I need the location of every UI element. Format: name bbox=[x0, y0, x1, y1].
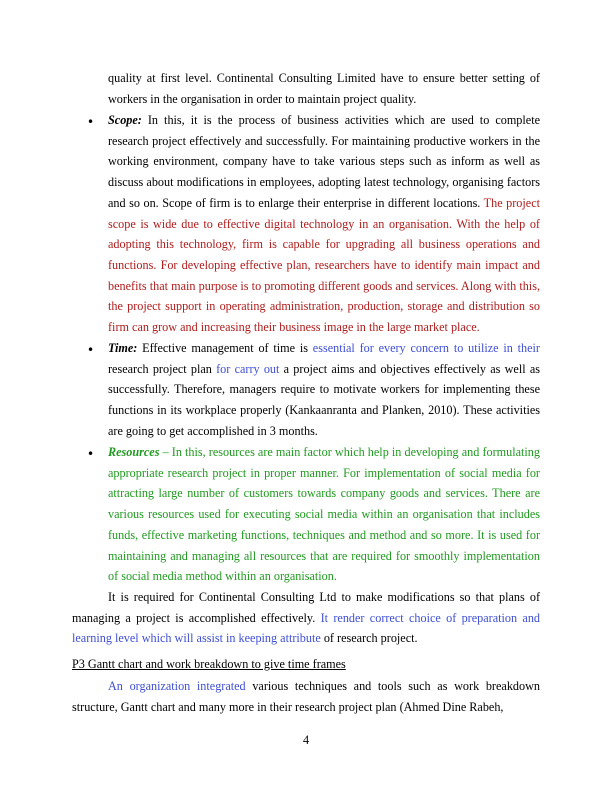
resources-text: – In this, resources are main factor which help in developing and formulating appropriate research project in proper manner. For implementation of social media for attracting large number of customers towards company goods and services. There are various resources used for executing social media within an organisation that includes funds, effective marketing functions, techniques and method and so more. It is used for maintaining and managing all resources that are required for smoothly implementation of social media method within an organisation. bbox=[108, 445, 540, 584]
scope-label: Scope: bbox=[108, 113, 142, 127]
page-number: 4 bbox=[302, 733, 310, 747]
bullet-time: • bbox=[87, 343, 95, 357]
bullet-resources: • bbox=[87, 447, 95, 461]
paragraph-required bbox=[72, 587, 540, 649]
paragraph-gantt bbox=[72, 676, 540, 717]
time-text-highlighted-2: for carry out bbox=[216, 361, 280, 376]
time-text-3: a project aims and objectives effectively as well as successfully. Therefore, managers require to motivate workers for implementing these functions in its workplace properly (Kankaanranta and Planken, 2010). These activities are going to get accomplished in 3 months. bbox=[108, 361, 540, 438]
time-label: Time: bbox=[108, 341, 138, 355]
required-text-1: It is required for Continental Consulting Ltd to make modifications so that plans of managing a project is accomplished effectively. bbox=[72, 590, 540, 625]
bullet-item-resources bbox=[108, 442, 540, 587]
paragraph-continued: quality at first level. Continental Consulting Limited have to ensure better setting of workers in the organisation in order to maintain project quality. bbox=[108, 71, 540, 106]
required-text-highlighted: It render correct choice of preparation and learning level which will assist in keeping attribute bbox=[72, 610, 541, 646]
required-text-2: of research project. bbox=[320, 631, 418, 646]
scope-text: In this, it is the process of business activities which are used to complete research project effectively and successfully. For maintaining productive workers in the working environment, company have to take various steps such as inform as well as discuss about modifications in employees, adopting latest technology, organising factors and so on. Scope of firm is to enlarge their enterprise in different locations. bbox=[108, 113, 540, 210]
resources-label: Resources bbox=[108, 445, 160, 459]
time-text-2: research project plan bbox=[108, 361, 217, 376]
section-heading: P3 Gantt chart and work breakdown to give time frames bbox=[72, 657, 346, 671]
time-text-1: Effective management of time is bbox=[137, 341, 313, 355]
bullet-item-time bbox=[108, 338, 540, 442]
scope-text-highlighted: The project scope is wide due to effective digital technology in an organisation. With the help of adopting this technology, firm is capable for upgrading all business operations and functions. For developing effective plan, researchers have to identify main impact and benefits that main purpose is to promoting different goods and services. Along with this, the project support in operating administration, production, storage and distribution so firm can grow and increasing their business image in the large market place. bbox=[108, 195, 540, 335]
time-text-highlighted-1: essential for every concern to utilize in their bbox=[312, 341, 540, 355]
gantt-text: various techniques and tools such as work breakdown structure, Gantt chart and many more in their research project plan (Ahmed Dine Rabeh, bbox=[72, 679, 540, 714]
bullet-item-scope bbox=[108, 110, 540, 338]
gantt-text-highlighted: An organization integrated bbox=[108, 679, 246, 693]
bullet-scope: • bbox=[87, 115, 95, 129]
